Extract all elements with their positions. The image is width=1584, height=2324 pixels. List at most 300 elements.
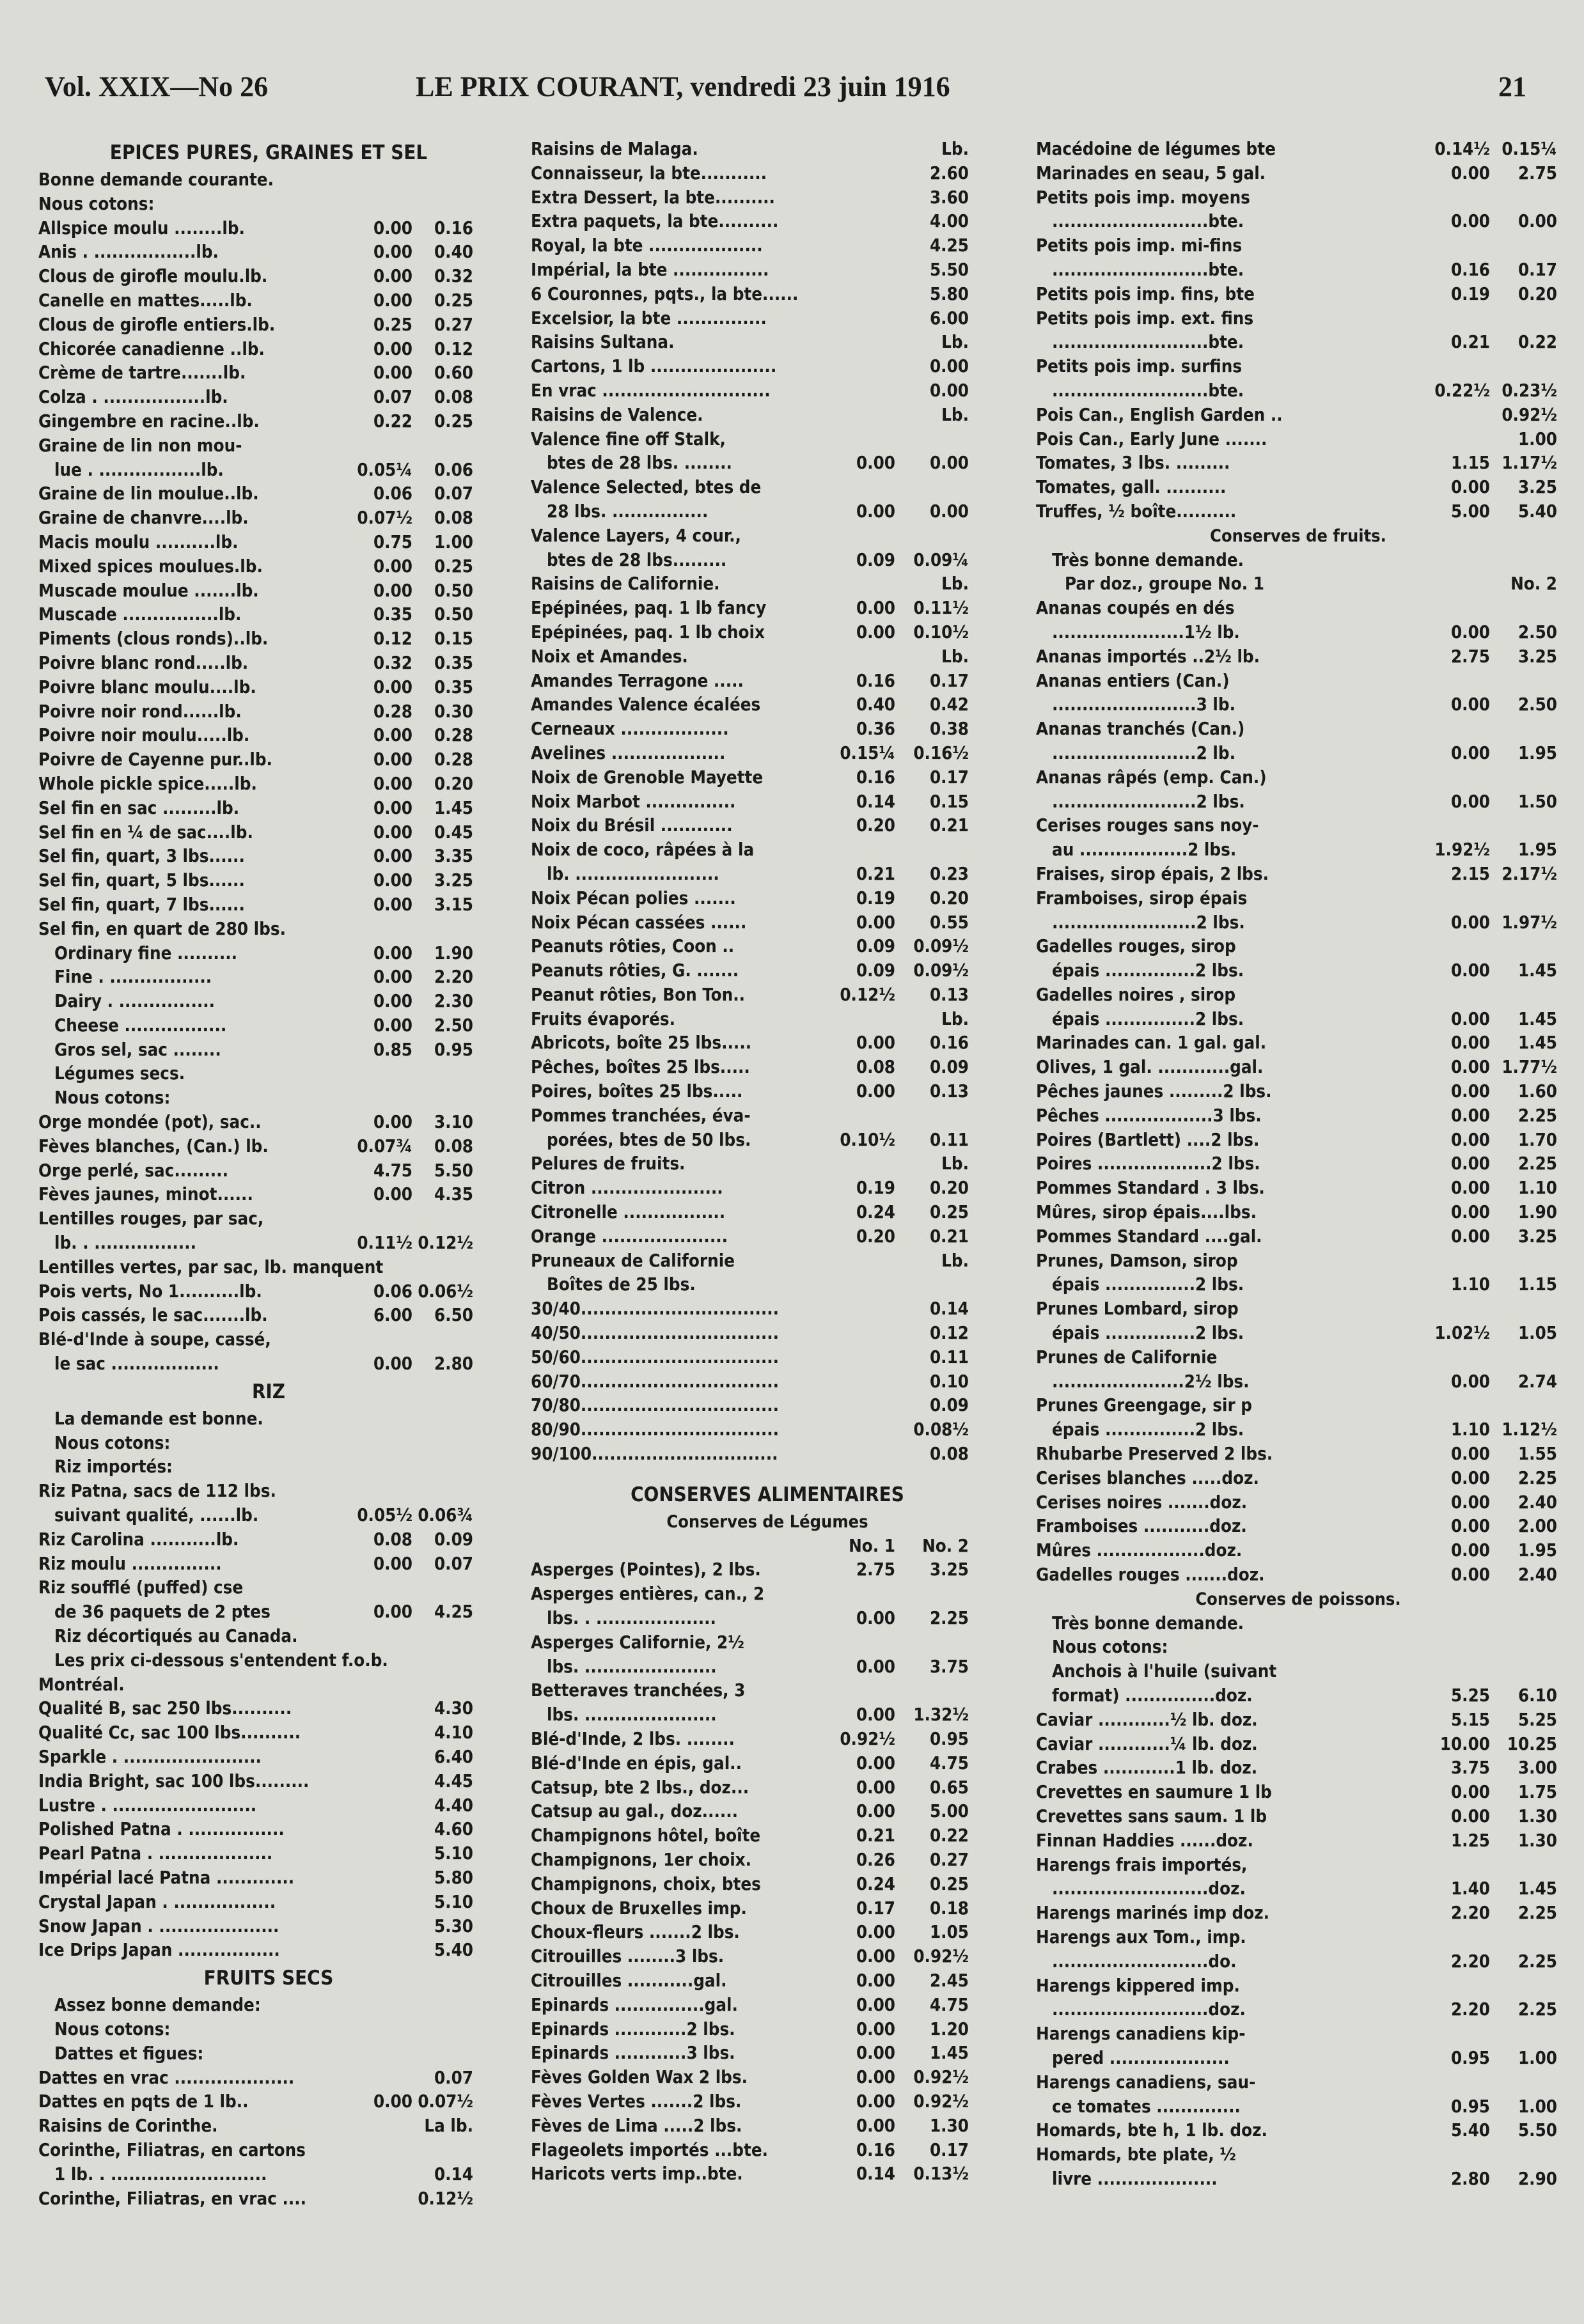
price-min: 0.00 [856, 501, 895, 522]
price-max: 3.00 [1517, 1758, 1557, 1779]
price-max: 1.15 [1517, 1274, 1557, 1295]
item-label: Sel fin en ¼ de sac....lb. [38, 822, 253, 843]
price-max: 3.25 [434, 870, 473, 891]
price-max: 1.45 [1517, 960, 1557, 981]
price-min: 0.00 [1450, 1564, 1490, 1586]
price-max: 1.10 [1517, 1178, 1557, 1199]
price-min: 0.00 [856, 2043, 895, 2064]
price-row [38, 1745, 499, 1770]
price-max: Lb. [941, 1250, 969, 1271]
price-max: 5.50 [1517, 2120, 1557, 2141]
price-row [531, 1897, 1004, 1921]
text-line: Riz Patna, sacs de 112 lbs. [38, 1481, 276, 1502]
item-label: 90/100............................... [531, 1444, 778, 1465]
price-min: 0.10½ [840, 1129, 895, 1150]
item-label: suivant qualité, ......lb. [54, 1505, 259, 1526]
price-row [531, 1558, 1004, 1582]
price-row [1036, 476, 1560, 500]
text-line: Très bonne demande. [1052, 1612, 1244, 1634]
item-label: 40/50................................. [531, 1323, 780, 1344]
price-min: 0.00 [1450, 621, 1490, 643]
item-label: Tomates, gall. .......... [1036, 477, 1227, 498]
price-max: 2.50 [1517, 694, 1557, 715]
price-max: 1.32½ [913, 1704, 969, 1726]
price-min: 2.75 [1450, 646, 1490, 667]
item-label: Orge mondée (pot), sac.. [38, 1112, 262, 1133]
item-label: 30/40................................. [531, 1298, 780, 1320]
price-max: 0.17 [929, 767, 969, 788]
price-min: 0.00 [373, 870, 412, 891]
price-max: 1.55 [1517, 1444, 1557, 1465]
price-row [38, 676, 499, 700]
price-max: Lb. [941, 139, 969, 159]
price-min: 5.25 [1450, 1685, 1490, 1706]
price-max: 4.75 [929, 1994, 969, 2015]
price-row [531, 1080, 1004, 1104]
item-label: Haricots verts imp..bte. [531, 2164, 743, 2185]
price-row [1036, 645, 1560, 669]
item-label: Mûres ..................doz. [1036, 1540, 1243, 1561]
price-row [531, 1752, 1004, 1776]
price-row [1036, 1273, 1560, 1297]
price-max: 0.30 [434, 701, 473, 722]
item-label: Noix de Grenoble Mayette [531, 767, 764, 788]
price-row [38, 386, 499, 410]
price-max: 3.25 [929, 1559, 969, 1580]
item-label: Fine . ................. [54, 967, 212, 988]
price-max: 4.10 [434, 1722, 473, 1743]
item-label: Peanut rôties, Bon Ton.. [531, 984, 746, 1005]
price-max: 0.55 [929, 912, 969, 933]
price-max: 0.12 [929, 1323, 969, 1344]
price-max: 5.80 [434, 1867, 473, 1888]
price-row [38, 1159, 499, 1183]
price-row [531, 959, 1004, 983]
item-label: Avelines ................... [531, 742, 726, 763]
price-min: 0.00 [1450, 1467, 1490, 1488]
price-max: 2.17½ [1502, 863, 1557, 884]
price-row [531, 1824, 1004, 1848]
price-min: 0.00 [856, 1704, 895, 1726]
price-min: 0.09 [856, 549, 895, 570]
text-line: Boîtes de 25 lbs. [547, 1274, 696, 1295]
price-row [1036, 1152, 1560, 1176]
item-label: Amandes Valence écalées [531, 694, 761, 715]
item-label: Epinards ............3 lbs. [531, 2043, 735, 2064]
price-min: 0.35 [373, 604, 412, 625]
price-min: 0.00 [856, 621, 895, 643]
price-row [531, 742, 1004, 766]
price-row [38, 845, 499, 869]
price-max: 1.95 [1517, 742, 1557, 763]
price-min: 0.00 [1450, 477, 1490, 498]
item-label: Sel fin en sac .........lb. [38, 797, 240, 818]
text-line: Nous cotons: [54, 1088, 171, 1109]
price-min: 0.11½ [357, 1233, 412, 1254]
price-row [531, 1031, 1004, 1056]
price-row [1036, 1756, 1560, 1781]
item-label: Poivre blanc rond.....lb. [38, 652, 249, 673]
text-line: Petits pois imp. moyens [1036, 187, 1250, 208]
price-min: 0.00 [373, 725, 412, 746]
item-label: Pruneaux de Californie [531, 1250, 735, 1271]
item-label: Citron ...................... [531, 1178, 723, 1199]
text-line: Riz soufflé (puffed) cse [38, 1577, 244, 1598]
item-label: lbs. . .................... [547, 1608, 716, 1629]
price-min: 0.00 [1450, 1805, 1490, 1827]
text-line: Les prix ci-dessous s'entendent f.o.b. [54, 1649, 388, 1671]
price-max: 2.60 [929, 162, 969, 183]
price-row [531, 1776, 1004, 1800]
price-max: 0.13 [929, 1081, 969, 1102]
item-label: En vrac ............................ [531, 380, 771, 401]
price-min: 0.00 [1450, 1057, 1490, 1078]
price-max: 0.20 [929, 887, 969, 909]
price-row [1036, 862, 1560, 887]
item-label: Gadelles rouges .......doz. [1036, 1564, 1265, 1586]
section-heading: RIZ [251, 1380, 286, 1403]
price-row [531, 814, 1004, 838]
price-row [38, 1915, 499, 1939]
price-min: 0.00 [1450, 694, 1490, 715]
price-max: 0.25 [929, 1202, 969, 1223]
price-max: 2.30 [434, 991, 473, 1012]
price-min: 0.28 [373, 701, 412, 722]
price-row [531, 549, 1004, 573]
price-row [38, 893, 499, 917]
price-min: 0.16 [856, 767, 895, 788]
price-min: 0.00 [856, 2091, 895, 2112]
price-max: 3.15 [434, 894, 473, 915]
item-label: ........................3 lb. [1052, 694, 1235, 715]
price-row [38, 772, 499, 797]
price-min: 0.14 [856, 791, 895, 812]
price-row [38, 1721, 499, 1745]
price-min: 0.07½ [357, 508, 412, 529]
price-row [531, 1969, 1004, 1993]
price-row [1036, 1370, 1560, 1394]
price-row [38, 1697, 499, 1721]
item-label: lbs. ...................... [547, 1704, 717, 1726]
price-min: 0.22½ [1434, 380, 1490, 401]
price-min: 0.00 [1450, 162, 1490, 183]
price-row [531, 1534, 1004, 1559]
price-row [1036, 1176, 1560, 1201]
price-min: 0.17 [856, 1898, 895, 1919]
price-max: 0.28 [434, 725, 473, 746]
price-row [38, 482, 499, 506]
price-row [531, 2139, 1004, 2163]
price-max: 0.11 [929, 1129, 969, 1150]
item-label: 6 Couronnes, pqts., la bte...... [531, 283, 799, 304]
price-max: 0.00 [929, 453, 969, 474]
text-line: Harengs canadiens, sau- [1036, 2071, 1256, 2093]
price-row [1036, 1515, 1560, 1539]
price-min: 6.00 [373, 1305, 412, 1326]
text-line: Assez bonne demande: [54, 1995, 261, 2016]
price-row [531, 210, 1004, 234]
price-min: 0.32 [373, 652, 412, 673]
price-min: 0.00 [373, 967, 412, 988]
item-label: Citronelle ................. [531, 1202, 726, 1223]
price-min: 0.00 [856, 912, 895, 933]
price-row [531, 2041, 1004, 2066]
price-row [531, 1873, 1004, 1897]
price-min: 2.15 [1450, 863, 1490, 884]
price-row [38, 313, 499, 338]
price-max: 1.30 [929, 2115, 969, 2136]
item-label: ..........................doz. [1052, 1999, 1246, 2020]
price-max: 0.06½ [418, 1281, 473, 1302]
price-row [531, 935, 1004, 959]
price-max: 2.25 [1517, 1903, 1557, 1924]
item-label: Poivre noir rond......lb. [38, 701, 242, 722]
price-max: 1.45 [434, 797, 473, 818]
item-label: Whole pickle spice.....lb. [38, 773, 257, 794]
text-line: Harengs canadiens kip- [1036, 2024, 1246, 2045]
price-min: 0.07 [373, 387, 412, 408]
price-max: 0.21 [929, 1226, 969, 1247]
item-label: pered .................... [1052, 2047, 1230, 2068]
price-row [531, 1225, 1004, 1249]
item-label: Pois Can., Early June ....... [1036, 428, 1267, 449]
price-max: 0.13½ [913, 2164, 969, 2185]
price-row [531, 1056, 1004, 1080]
item-label: livre .................... [1052, 2168, 1218, 2189]
price-row [531, 355, 1004, 379]
price-min: 0.00 [856, 1970, 895, 1991]
price-row [1036, 428, 1560, 452]
price-max: 5.10 [434, 1843, 473, 1864]
item-label: Riz Carolina ...........lb. [38, 1529, 239, 1550]
price-max: 0.06¾ [418, 1505, 473, 1526]
price-max: 4.25 [929, 235, 969, 256]
text-line: Prunes de Californie [1036, 1346, 1218, 1368]
price-row [38, 603, 499, 627]
price-row [531, 500, 1004, 524]
price-min: 0.00 [856, 453, 895, 474]
price-min: 0.00 [856, 1994, 895, 2015]
price-row [1036, 693, 1560, 717]
price-row [1036, 2167, 1560, 2192]
price-min: 0.00 [373, 797, 412, 818]
price-row [531, 1607, 1004, 1631]
price-row [38, 1038, 499, 1063]
price-max: 1.00 [1517, 2047, 1557, 2068]
price-max: 2.25 [1517, 1153, 1557, 1174]
price-row [38, 506, 499, 531]
price-row [1036, 210, 1560, 234]
price-max: 0.32 [434, 266, 473, 287]
item-label: Raisins de Malaga. [531, 139, 698, 159]
price-row [531, 1703, 1004, 1727]
price-row [1036, 500, 1560, 524]
item-label: Epépinées, paq. 1 lb choix [531, 621, 765, 643]
item-label: Blé-d'Inde, 2 lbs. ........ [531, 1729, 735, 1749]
item-label: Rhubarbe Preserved 2 lbs. [1036, 1444, 1273, 1465]
price-max: 0.08 [434, 1135, 473, 1157]
price-row [531, 1945, 1004, 1969]
item-label: Framboises ...........doz. [1036, 1516, 1247, 1537]
price-max: 0.12½ [418, 2188, 473, 2209]
price-row [531, 1418, 1004, 1442]
price-min: 0.00 [373, 773, 412, 794]
item-label: Snow Japan . .................... [38, 1915, 279, 1937]
text-line: La demande est bonne. [54, 1408, 263, 1429]
text-line: Graine de lin non mou- [38, 435, 242, 456]
price-max: 5.80 [929, 283, 969, 304]
item-label: au ..................2 lbs. [1052, 839, 1237, 861]
price-max: 0.00 [1517, 211, 1557, 232]
price-min: 0.08 [373, 1529, 412, 1550]
price-row [1036, 379, 1560, 403]
price-max: 10.25 [1507, 1733, 1557, 1754]
price-row [1036, 1805, 1560, 1829]
price-row [531, 717, 1004, 742]
price-min: 3.75 [1450, 1758, 1490, 1779]
item-label: Pois verts, No 1..........lb. [38, 1281, 262, 1302]
price-max: 6.40 [434, 1747, 473, 1767]
price-row [38, 748, 499, 772]
spacer [531, 1467, 1004, 1479]
price-max: 3.75 [929, 1656, 969, 1677]
item-label: Orge perlé, sac......... [38, 1160, 228, 1181]
price-max: 5.10 [434, 1891, 473, 1912]
section-heading: FRUITS SECS [203, 1967, 334, 1990]
item-label: Canelle en mattes.....lb. [38, 290, 253, 311]
item-label: Pêches, boîtes 25 lbs..... [531, 1057, 750, 1078]
price-min: 0.00 [373, 749, 412, 770]
item-label: Caviar ............½ lb. doz. [1036, 1709, 1258, 1730]
price-row [531, 790, 1004, 815]
price-row [1036, 959, 1560, 983]
price-min: 5.15 [1450, 1709, 1490, 1730]
price-max: 4.45 [434, 1770, 473, 1791]
price-max: 2.40 [1517, 1564, 1557, 1586]
publication-title: LE PRIX COURANT, vendredi 23 juin 1916 [416, 71, 950, 102]
price-min: 0.21 [856, 863, 895, 884]
price-min: 0.14 [856, 2164, 895, 2185]
price-max: 1.45 [1517, 1008, 1557, 1029]
price-row [38, 458, 499, 483]
price-max: 2.20 [434, 967, 473, 988]
price-min: 0.14½ [1434, 139, 1490, 159]
price-min: 1.40 [1450, 1878, 1490, 1899]
price-max: 0.16½ [913, 742, 969, 763]
item-label: lbs. ...................... [547, 1656, 717, 1677]
price-max: 0.38 [929, 719, 969, 740]
text-line: Ananas entiers (Can.) [1036, 670, 1230, 691]
price-row [531, 2090, 1004, 2114]
price-max: 0.92½ [913, 2067, 969, 2088]
item-label: ........................2 lbs. [1052, 912, 1245, 933]
item-label: épais ...............2 lbs. [1052, 960, 1244, 981]
item-label: Orange ..................... [531, 1226, 728, 1247]
item-label: Noix du Brésil ............ [531, 815, 733, 836]
price-max: 1.45 [1517, 1033, 1557, 1054]
price-min: 0.00 [373, 290, 412, 311]
price-max: Lb. [941, 1008, 969, 1029]
price-max: 3.60 [929, 187, 969, 208]
item-label: Ordinary fine .......... [54, 942, 238, 963]
price-max: 0.20 [434, 773, 473, 794]
price-row [1036, 451, 1560, 476]
text-line: Asperges Californie, 2½ [531, 1632, 744, 1653]
price-max: 0.00 [929, 356, 969, 377]
price-max: 1.95 [1517, 839, 1557, 861]
price-max: 0.07½ [418, 2091, 473, 2112]
item-label: lb. . ................. [54, 1233, 196, 1254]
price-max: 0.15 [434, 628, 473, 650]
text-line: Prunes Lombard, sirop [1036, 1298, 1239, 1320]
price-max: 0.14 [929, 1298, 969, 1320]
item-label: Asperges (Pointes), 2 lbs. [531, 1559, 761, 1580]
item-label: Cerises blanches .....doz. [1036, 1467, 1259, 1488]
text-line: Homards, bte plate, ½ [1036, 2144, 1236, 2165]
item-label: Gros sel, sac ........ [54, 1039, 221, 1060]
price-row [38, 2114, 499, 2139]
price-max: 0.20 [1517, 283, 1557, 304]
price-min: 0.00 [373, 676, 412, 698]
price-row [531, 331, 1004, 355]
price-max: 1.00 [1517, 428, 1557, 449]
item-label: Connaisseur, la bte........... [531, 162, 767, 183]
item-label: Pelures de fruits. [531, 1153, 686, 1174]
item-label: Champignons, choix, btes [531, 1873, 761, 1894]
item-label: Muscade moulue .......lb. [38, 580, 259, 601]
price-max: 0.12 [434, 338, 473, 359]
price-max: 0.21 [929, 815, 969, 836]
price-min: 0.00 [1450, 1105, 1490, 1126]
price-min: 0.00 [373, 1553, 412, 1574]
price-max: 0.08 [434, 508, 473, 529]
price-max: 0.08½ [913, 1419, 969, 1440]
price-row [531, 1346, 1004, 1370]
price-row [531, 2066, 1004, 2090]
price-max: 0.08 [929, 1444, 969, 1465]
price-max: 0.12½ [418, 1233, 473, 1254]
item-label: Pearl Patna . ................... [38, 1843, 273, 1864]
item-label: Pois Can., English Garden .. [1036, 404, 1283, 425]
item-label: 1 lb. . .......................... [54, 2164, 267, 2185]
item-label: Raisins de Corinthe. [38, 2116, 218, 2137]
price-max: 0.23½ [1502, 380, 1557, 401]
item-label: Crystal Japan . ................. [38, 1891, 276, 1912]
price-min: 0.00 [373, 556, 412, 577]
item-label: Epépinées, paq. 1 lb fancy [531, 598, 767, 619]
price-max: Lb. [941, 332, 969, 353]
item-label: Caviar ............¼ lb. doz. [1036, 1733, 1258, 1754]
price-max: 0.25 [434, 556, 473, 577]
item-label: ..........................bte. [1052, 259, 1244, 280]
price-max: No. 2 [1510, 573, 1557, 595]
item-label: Dairy . ................ [54, 991, 216, 1012]
item-label: Poivre de Cayenne pur..lb. [38, 749, 272, 770]
item-label: Ice Drips Japan ................. [38, 1940, 280, 1961]
item-label: Crabes ............1 lb. doz. [1036, 1758, 1258, 1779]
item-label: Harengs marinés imp doz. [1036, 1903, 1270, 1924]
price-min: 0.00 [1450, 1492, 1490, 1513]
item-label: format) ...............doz. [1052, 1685, 1253, 1706]
price-row [38, 531, 499, 555]
price-row [531, 572, 1004, 597]
price-row [1036, 1733, 1560, 1757]
price-max: 1.05 [929, 1922, 969, 1943]
item-label: Champignons hôtel, boîte [531, 1825, 761, 1846]
text-line: Lentilles vertes, par sac, lb. manquent [38, 1256, 384, 1277]
item-label: ce tomates .............. [1052, 2096, 1241, 2117]
item-label: ..........................do. [1052, 1951, 1237, 1972]
